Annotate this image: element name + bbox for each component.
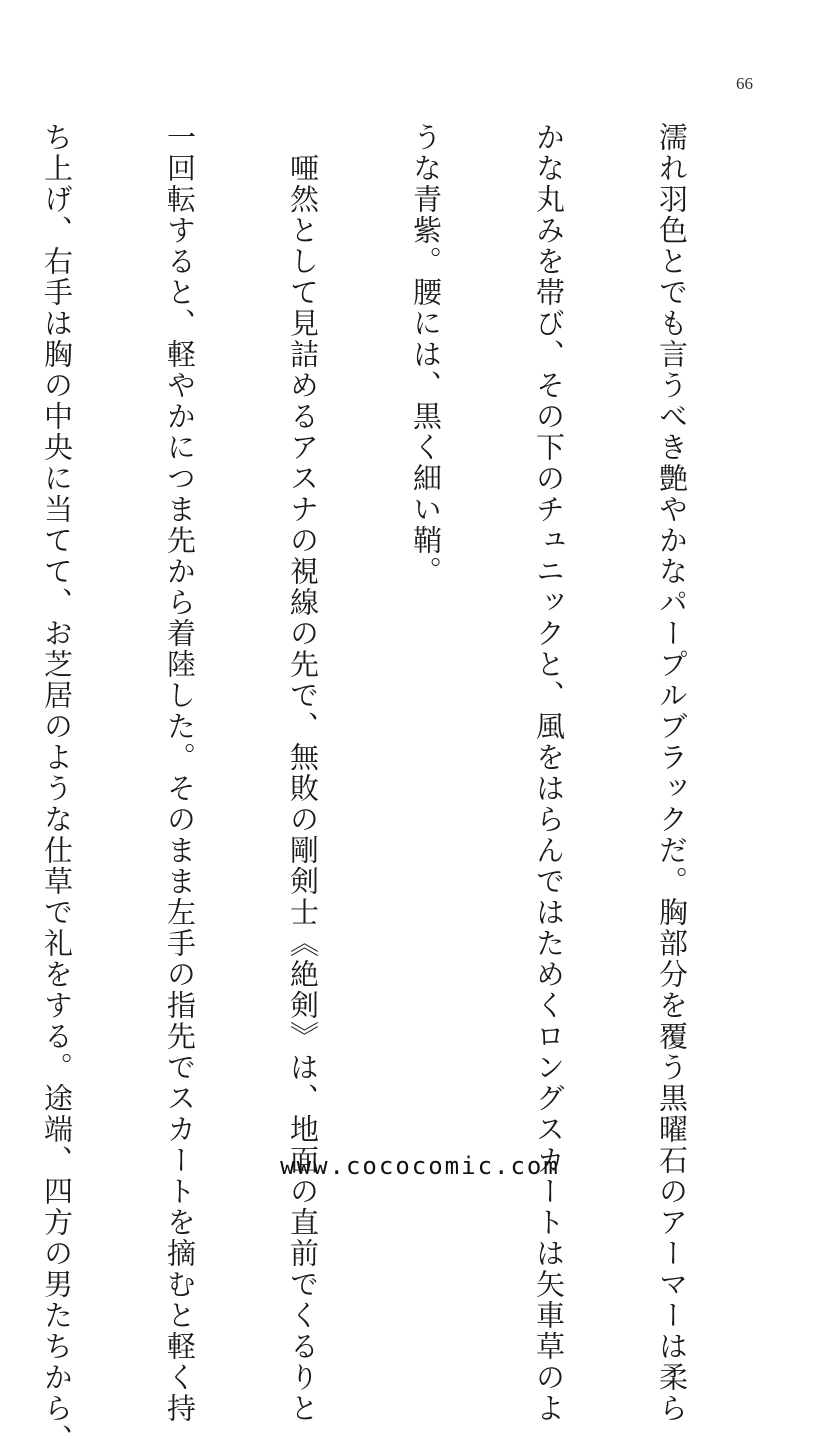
watermark-url: www.cococomic.com	[280, 1152, 560, 1180]
page-number: 66	[736, 74, 753, 93]
text-line: かな丸みを帯び、その下のチュニックと、風をはらんではためくロングスカートは矢車草のよ	[532, 122, 566, 1424]
text-line: うな青紫。腰には、黒く細い鞘。	[409, 122, 443, 587]
text-line: 濡れ羽色とでも言うべき艶やかなパープルブラックだ。胸部分を覆う黒曜石のアーマーは柔ら	[655, 122, 689, 1424]
text-line: ち上げ、右手は胸の中央に当てて、お芝居のような仕草で礼をする。途端、四方の男たちから、	[40, 122, 74, 1455]
text-line: 唖然として見詰めるアスナの視線の先で、無敗の剛剣士《絶剣》は、地面の直前でくるりと	[286, 122, 320, 1424]
text-line: 一回転すると、軽やかにつま先から着陸した。そのまま左手の指先でスカートを摘むと軽く持	[163, 122, 197, 1424]
